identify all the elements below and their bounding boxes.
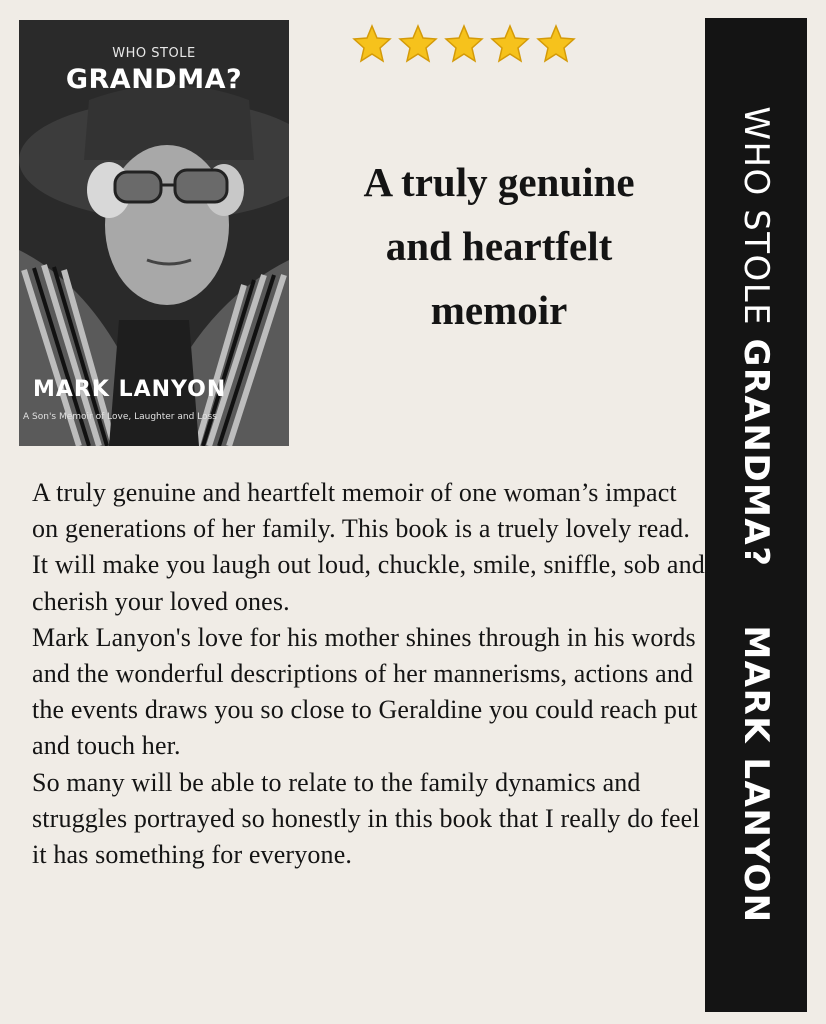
star-icon	[536, 24, 576, 64]
headline-line: and heartfelt	[385, 223, 613, 269]
spine-text	[736, 106, 776, 923]
spine-author: MARK LANYON	[736, 625, 776, 924]
review-paragraph: Mark Lanyon's love for his mother shines through in his words and the wonderful descriptions of her mannerisms, actions and the events draws you so close to Geraldine you could reach put and touch her.	[32, 622, 698, 761]
star-icon	[352, 24, 392, 64]
headline-line: A truly genuine	[363, 159, 635, 205]
star-icon	[490, 24, 530, 64]
star-icon	[398, 24, 438, 64]
book-spine	[705, 18, 807, 1012]
review-paragraph: So many will be able to relate to the family dynamics and struggles portrayed so honestly in this book that I really do feel it has something for everyone.	[32, 767, 700, 870]
cover-title: GRANDMA?	[65, 64, 243, 95]
star-rating	[352, 24, 576, 64]
book-cover	[19, 20, 289, 446]
review-body	[32, 475, 708, 873]
spine-kicker: WHO STOLE	[736, 106, 776, 327]
cover-kicker: WHO STOLE	[112, 46, 196, 61]
star-icon	[444, 24, 484, 64]
headline-line: memoir	[430, 287, 568, 333]
review-paragraph: A truly genuine and heartfelt memoir of one woman’s impact on generations of her family. This book is a truely lovely read. It will make you laugh out loud, chuckle, smile, sniffle, sob and cherish your loved ones.	[32, 478, 705, 616]
cover-author: MARK LANYON	[33, 377, 227, 402]
review-headline	[296, 150, 702, 342]
spine-title: GRANDMA?	[736, 338, 776, 568]
cover-subtitle: A Son's Memoir of Love, Laughter and Loss	[23, 412, 217, 422]
